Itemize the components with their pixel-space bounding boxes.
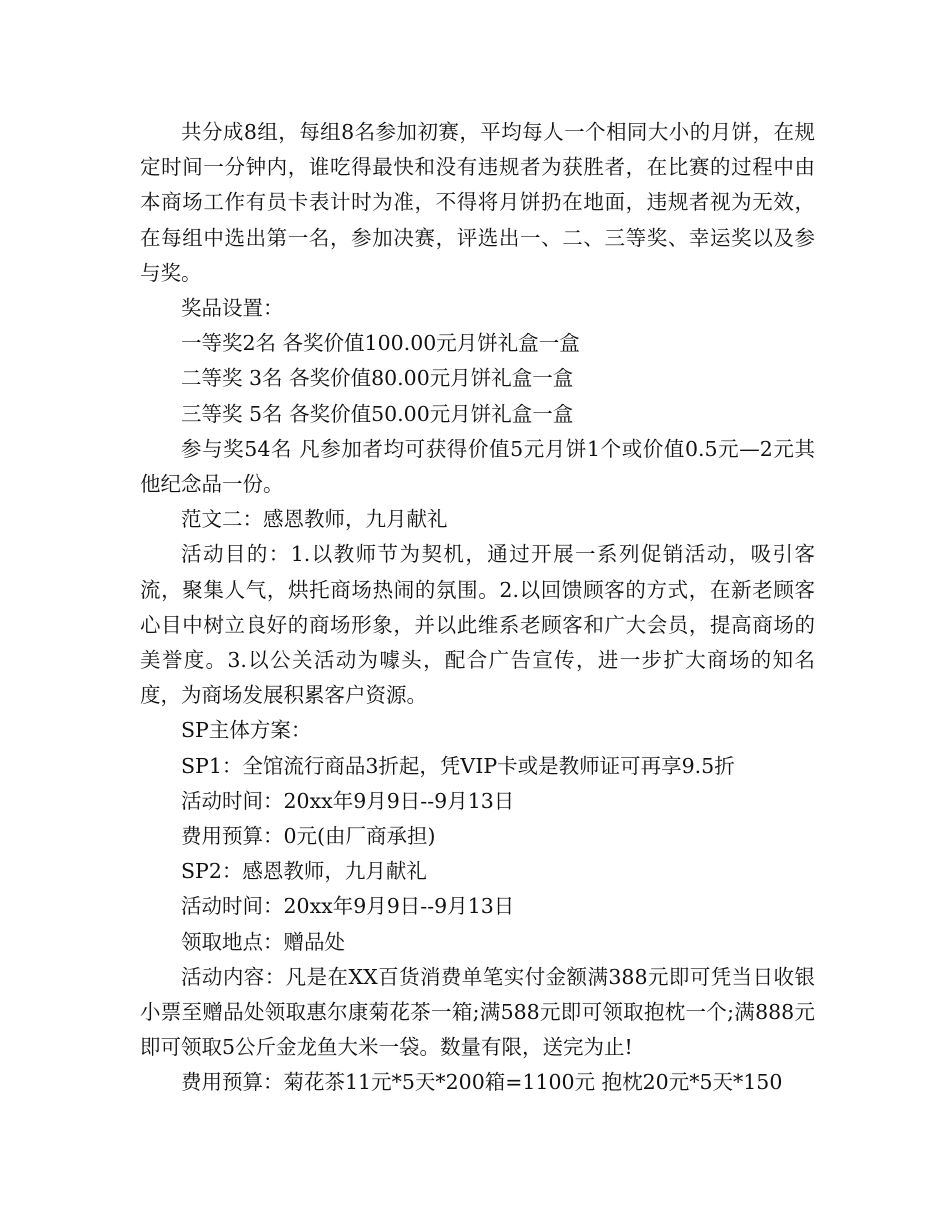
paragraph-activity-purpose: 活动目的：1.以教师节为契机，通过开展一系列促销活动，吸引客流，聚集人气，烘托商场热闹的氛围。2.以回馈顾客的方式，在新老顾客心目中树立良好的商场形象，并以此维系老顾客和广大会员，提高商场的美誉度。3.以公关活动为噱头，配合广告宣传，进一步扩大商场的知名度，为商场发展积累客户资源。 xyxy=(140,542,815,708)
paragraph-sp2-budget: 费用预算：菊花茶11元*5天*200箱=1100元 抱枕20元*5天*150 xyxy=(181,1070,783,1095)
paragraph-sp2-location: 领取地点：赠品处 xyxy=(181,929,345,954)
paragraph-sample-two-title: 范文二：感恩教师，九月献礼 xyxy=(181,507,448,532)
paragraph-sp2: SP2：感恩教师，九月献礼 xyxy=(181,859,427,884)
paragraph-third-prize: 三等奖 5名 各奖价值50.00元月饼礼盒一盒 xyxy=(181,401,574,426)
paragraph-sp2-time: 活动时间：20xx年9月9日--9月13日 xyxy=(181,894,515,919)
document-body xyxy=(140,115,815,1101)
paragraph-sp1: SP1：全馆流行商品3折起，凭VIP卡或是教师证可再享9.5折 xyxy=(181,753,735,778)
paragraph-sp1-time: 活动时间：20xx年9月9日--9月13日 xyxy=(181,788,515,813)
paragraph-sp2-content: 活动内容：凡是在XX百货消费单笔实付金额满388元即可凭当日收银小票至赠品处领取惠尔康菊花茶一箱;满588元即可领取抱枕一个;满888元即可领取5公斤金龙鱼大米一袋。数量有限，送完为止! xyxy=(140,964,815,1060)
paragraph-second-prize: 二等奖 3名 各奖价值80.00元月饼礼盒一盒 xyxy=(181,366,574,391)
paragraph-prize-heading: 奖品设置： xyxy=(181,296,284,321)
paragraph-participation-prize: 参与奖54名 凡参加者均可获得价值5元月饼1个或价值0.5元—2元其他纪念品一份。 xyxy=(140,436,815,497)
paragraph-first-prize: 一等奖2名 各奖价值100.00元月饼礼盒一盒 xyxy=(181,331,580,356)
paragraph-sp-main-plan: SP主体方案： xyxy=(181,718,312,743)
paragraph-contest-rules: 共分成8组，每组8名参加初赛，平均每人一个相同大小的月饼，在规定时间一分钟内，谁吃得最快和没有违规者为获胜者，在比赛的过程中由本商场工作有员卡表计时为准，不得将月饼扔在地面，违规者视为无效，在每组中选出第一名，参加决赛，评选出一、二、三等奖、幸运奖以及参与奖。 xyxy=(140,120,815,285)
paragraph-sp1-budget: 费用预算：0元(由厂商承担) xyxy=(181,824,436,849)
